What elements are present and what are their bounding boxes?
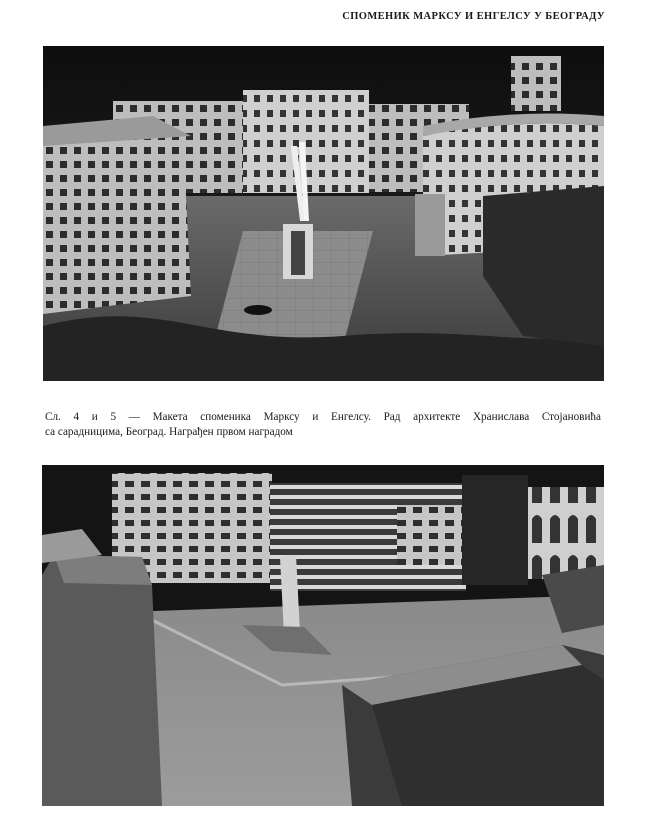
arcaded-building [528,487,604,579]
figure-4-photo [43,46,604,381]
dark-tower [462,475,528,585]
figure-caption [45,410,601,440]
foreground-left-tower [42,555,162,806]
banded-building-windows [397,505,462,565]
figure-5-photo [42,465,604,806]
left-tower-roof [54,555,152,585]
distant-tower [511,56,561,111]
running-header: СПОМЕНИК МАРКСУ И ЕНГЕЛСУ У БЕОГРАДУ [342,11,605,22]
monument-basin-water [291,231,305,275]
left-foreground-building [43,136,191,314]
right-building-portal [415,194,445,256]
caption-line-2: са сарадницима, Београд. Награђен првом наградом [45,426,293,438]
model-car [244,305,272,315]
caption-line-1: Сл. 4 и 5 — Макета споменика Марксу и Енгелсу. Рад архитекте Хранислава Стојановића [45,411,601,423]
